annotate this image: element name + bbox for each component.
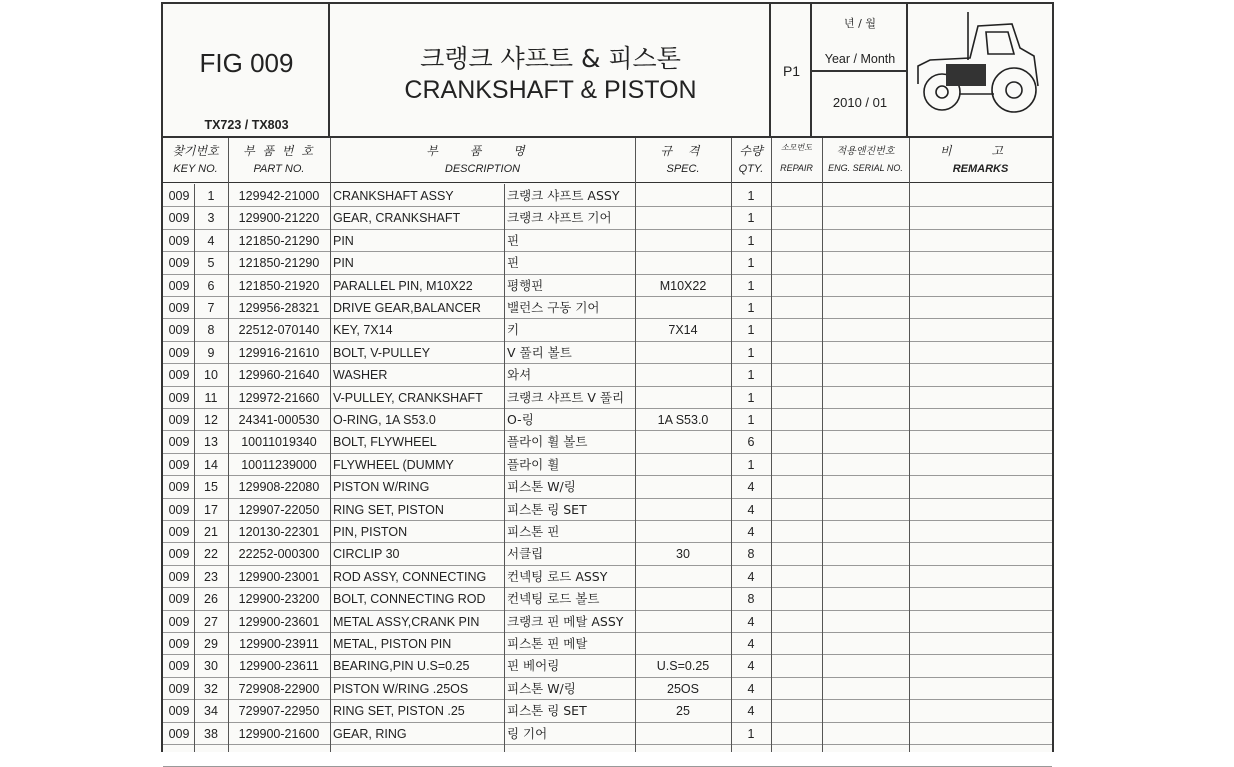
year-month-value: 2010 / 01 (832, 95, 888, 110)
cell-key: 14 (204, 457, 218, 472)
column-divider (194, 184, 195, 752)
cell-desc-en: BOLT, V-PULLEY (333, 345, 431, 360)
cell-spec (635, 184, 731, 206)
cell-desc-en: PIN (333, 233, 354, 248)
table-row (163, 184, 1052, 207)
table-row (163, 229, 1052, 252)
cell-key: 30 (204, 659, 218, 674)
figure-box (163, 4, 330, 136)
cell-spec: M10X22 (659, 278, 707, 293)
cell-qty: 1 (747, 211, 755, 226)
cell-part: 729908-22900 (238, 681, 320, 696)
cell-qty: 1 (747, 323, 755, 338)
cell-part: 129972-21660 (238, 390, 320, 405)
cell-spec (635, 475, 731, 497)
cell-desc-kr: 와셔 (507, 367, 532, 383)
cell-spec (635, 498, 731, 520)
cell-qty: 4 (747, 569, 755, 584)
cell-key: 34 (204, 704, 218, 719)
cell-desc-kr: 피스톤 W/링 (507, 680, 576, 696)
table-row (163, 453, 1052, 476)
part-no-header: PART NO. (253, 163, 305, 175)
cell-desc-kr: 플라이 휠 (507, 456, 560, 472)
cell-fig: 009 (168, 726, 190, 741)
table-row (163, 206, 1052, 229)
cell-qty: 1 (747, 413, 755, 427)
cell-qty: 1 (747, 345, 755, 360)
column-divider (635, 138, 636, 752)
cell-spec (635, 453, 731, 475)
cell-desc-en: BOLT, FLYWHEEL (333, 435, 437, 450)
tractor-image (908, 4, 1052, 136)
cell-qty: 1 (747, 278, 755, 293)
cell-desc-kr: 키 (507, 322, 520, 338)
cell-qty: 8 (747, 592, 755, 607)
cell-part: 129916-21610 (238, 345, 320, 360)
cell-qty: 1 (747, 301, 755, 315)
cell-spec: 25 (676, 704, 690, 719)
cell-key: 12 (204, 413, 218, 427)
cell-desc-kr: 밸런스 구동 기어 (507, 300, 600, 315)
cell-qty: 1 (747, 256, 755, 271)
cell-fig: 009 (168, 659, 190, 674)
cell-fig: 009 (168, 681, 190, 696)
cell-qty: 4 (747, 681, 755, 696)
cell-spec (635, 363, 731, 385)
cell-fig: 009 (168, 525, 190, 539)
cell-qty: 4 (747, 637, 755, 651)
table-row (163, 520, 1052, 543)
cell-part: 129900-23601 (238, 614, 320, 629)
page-box (771, 4, 812, 136)
cell-desc-en: PISTON W/RING (333, 480, 430, 495)
cell-spec (635, 251, 731, 273)
title-box (330, 4, 771, 136)
eng-serial-header-kr: 적용엔진번호 (836, 146, 895, 157)
cell-part: 129900-23911 (239, 637, 319, 651)
cell-desc-kr: 서클립 (507, 546, 544, 562)
table-row (163, 408, 1052, 431)
repair-header: REPAIR (780, 163, 813, 173)
remarks-header: REMARKS (952, 163, 1009, 175)
cell-desc-kr: 컨넥팅 로드 ASSY (507, 568, 608, 584)
cell-qty: 1 (747, 390, 755, 405)
cell-desc-en: WASHER (333, 368, 388, 383)
cell-part: 129907-22050 (238, 502, 320, 517)
cell-desc-en: GEAR, CRANKSHAFT (333, 211, 461, 226)
cell-desc-en: PIN (333, 256, 354, 271)
cell-qty: 1 (747, 726, 755, 741)
page-number: P1 (782, 63, 801, 79)
cell-part: 121850-21920 (238, 278, 320, 293)
table-row (163, 341, 1052, 364)
cell-qty: 8 (747, 547, 755, 562)
cell-spec (635, 206, 731, 228)
column-divider (504, 184, 505, 752)
cell-spec: U.S=0.25 (656, 659, 710, 674)
cell-qty: 4 (747, 659, 755, 674)
cell-key: 4 (207, 233, 215, 248)
cell-key: 8 (207, 323, 215, 338)
cell-spec (635, 565, 731, 587)
tractor-icon (908, 4, 1052, 136)
cell-spec (635, 229, 731, 251)
qty-header: QTY. (738, 163, 764, 175)
cell-qty: 1 (747, 189, 755, 203)
table-row (163, 430, 1052, 453)
repair-header-kr: 소모번도 (781, 143, 812, 152)
table-row (163, 498, 1052, 521)
cell-desc-kr: 핀 베어링 (507, 658, 560, 674)
cell-part: 10011239000 (241, 457, 317, 472)
cell-qty: 4 (747, 614, 755, 629)
cell-desc-kr: 피스톤 W/링 (507, 479, 576, 495)
cell-spec: 25OS (667, 681, 699, 696)
cell-desc-kr: 피스톤 핀 메탈 (507, 636, 588, 651)
cell-fig: 009 (168, 547, 190, 562)
model-numbers: TX723 / TX803 (204, 118, 289, 132)
table-row (163, 296, 1052, 319)
cell-desc-en: PIN, PISTON (333, 525, 408, 539)
cell-part: 129900-23200 (238, 592, 320, 607)
table-row (163, 542, 1052, 565)
cell-desc-en: PARALLEL PIN, M10X22 (333, 278, 473, 293)
cell-qty: 4 (747, 704, 755, 719)
cell-desc-en: CRANKSHAFT ASSY (333, 189, 454, 203)
cell-fig: 009 (168, 323, 190, 338)
cell-desc-en: METAL ASSY,CRANK PIN (333, 614, 480, 629)
column-divider (822, 138, 823, 752)
cell-desc-en: FLYWHEEL (DUMMY (333, 457, 454, 472)
cell-qty: 4 (747, 480, 755, 495)
cell-desc-kr: 평행핀 (507, 277, 544, 293)
table-row (163, 587, 1052, 610)
cell-spec (635, 520, 731, 542)
cell-part: 22252-000300 (238, 547, 320, 562)
column-header (163, 138, 1052, 183)
table-row (163, 565, 1052, 588)
cell-spec: 1A S53.0 (657, 413, 709, 427)
table-row (163, 677, 1052, 700)
divider (812, 70, 908, 72)
cell-spec (635, 610, 731, 632)
cell-key: 26 (204, 592, 218, 607)
year-month-korean: 년 / 월 (844, 17, 876, 30)
cell-key: 17 (204, 502, 218, 517)
cell-fig: 009 (168, 502, 190, 517)
cell-desc-en: ROD ASSY, CONNECTING (333, 569, 487, 584)
cell-key: 22 (204, 547, 218, 562)
cell-desc-kr: 피스톤 핀 (507, 524, 560, 539)
cell-desc-en: RING SET, PISTON (333, 502, 444, 517)
cell-key: 27 (204, 614, 218, 629)
cell-key: 29 (204, 637, 218, 651)
eng-serial-header: ENG. SERIAL NO. (828, 163, 903, 173)
cell-qty: 1 (747, 457, 755, 472)
cell-spec: 30 (676, 547, 690, 562)
parts-sheet (161, 2, 1054, 752)
cell-fig: 009 (168, 390, 190, 405)
cell-key: 13 (204, 435, 218, 450)
cell-fig: 009 (168, 592, 190, 607)
cell-key: 1 (207, 189, 215, 203)
cell-desc-en: METAL, PISTON PIN (333, 637, 452, 651)
cell-part: 129900-23001 (238, 569, 320, 584)
cell-part: 129942-21000 (238, 189, 320, 203)
cell-part: 121850-21290 (238, 256, 320, 271)
cell-part: 24341-000530 (238, 413, 320, 427)
cell-part: 129956-28321 (238, 301, 320, 315)
qty-header-kr: 수량 (739, 144, 763, 158)
cell-key: 23 (204, 569, 218, 584)
sheet-header (163, 4, 1052, 138)
cell-part: 129900-21220 (238, 211, 320, 226)
cell-desc-en: PISTON W/RING .25OS (333, 681, 469, 696)
cell-desc-kr: 플라이 휠 볼트 (507, 434, 588, 450)
cell-fig: 009 (168, 301, 190, 315)
cell-key: 9 (207, 345, 215, 360)
year-month-box (812, 4, 908, 136)
cell-desc-en: O-RING, 1A S53.0 (333, 413, 436, 427)
cell-fig: 009 (168, 189, 190, 203)
cell-fig: 009 (168, 569, 190, 584)
cell-fig: 009 (168, 368, 190, 383)
cell-desc-en: RING SET, PISTON .25 (333, 704, 465, 719)
part-no-header-kr: 부 품 번 호 (243, 144, 315, 158)
cell-spec (635, 632, 731, 654)
key-no-header: KEY NO. (173, 163, 218, 175)
cell-desc-kr: 핀 (507, 232, 520, 248)
column-divider (909, 138, 910, 752)
cell-part: 129900-23611 (239, 659, 319, 674)
cell-part: 129960-21640 (238, 368, 320, 383)
cell-part: 729907-22950 (238, 704, 320, 719)
cell-spec (635, 386, 731, 408)
cell-desc-en: DRIVE GEAR,BALANCER (333, 301, 481, 315)
table-row (163, 386, 1052, 409)
cell-desc-kr: 피스톤 링 SET (507, 703, 587, 719)
column-divider (771, 138, 772, 752)
cell-part: 22512-070140 (238, 323, 320, 338)
table-row (163, 610, 1052, 633)
cell-desc-kr: 컨넥팅 로드 볼트 (507, 591, 600, 607)
cell-key: 11 (204, 390, 218, 405)
cell-spec (635, 296, 731, 318)
cell-qty: 4 (747, 502, 755, 517)
cell-qty: 4 (747, 525, 755, 539)
cell-spec (635, 341, 731, 363)
cell-desc-kr: 핀 (507, 255, 520, 271)
table-row (163, 722, 1052, 745)
cell-part: 121850-21290 (238, 233, 320, 248)
column-divider (228, 138, 229, 752)
cell-key: 5 (207, 256, 215, 271)
cell-desc-kr: V 풀리 볼트 (507, 344, 572, 360)
description-header: DESCRIPTION (444, 163, 521, 175)
table-row (163, 251, 1052, 274)
cell-desc-en: BEARING,PIN U.S=0.25 (333, 659, 470, 674)
cell-fig: 009 (168, 345, 190, 360)
cell-fig: 009 (168, 233, 190, 248)
cell-spec (635, 722, 731, 744)
cell-fig: 009 (168, 704, 190, 719)
table-row (163, 699, 1052, 722)
cell-key: 10 (204, 368, 218, 383)
description-header-kr: 부 품 명 (426, 144, 539, 158)
cell-desc-en: BOLT, CONNECTING ROD (333, 592, 486, 607)
remarks-header-kr: 비 고 (940, 144, 1021, 158)
cell-fig: 009 (168, 614, 190, 629)
cell-qty: 1 (747, 233, 755, 248)
cell-fig: 009 (168, 413, 190, 427)
key-no-header-kr: 찾기번호 (172, 144, 219, 158)
spec-header: SPEC. (666, 163, 700, 175)
cell-part: 10011019340 (241, 435, 317, 450)
cell-spec (635, 587, 731, 609)
title-english: CRANKSHAFT & PISTON (404, 76, 697, 104)
title-korean: 크랭크 샤프트 & 피스톤 (420, 44, 681, 73)
cell-key: 3 (207, 211, 215, 226)
cell-desc-kr: 크랭크 핀 메탈 ASSY (507, 613, 624, 629)
cell-key: 15 (204, 480, 218, 495)
column-divider (731, 138, 732, 752)
cell-part: 129908-22080 (238, 480, 320, 495)
cell-fig: 009 (168, 637, 190, 651)
cell-part: 120130-22301 (238, 525, 320, 539)
cell-fig: 009 (168, 435, 190, 450)
cell-desc-kr: 크랭크 샤프트 ASSY (507, 188, 620, 203)
cell-spec: 7X14 (668, 323, 698, 338)
cell-key: 32 (204, 681, 218, 696)
table-row (163, 274, 1052, 297)
cell-fig: 009 (168, 457, 190, 472)
cell-desc-en: GEAR, RING (333, 726, 407, 741)
cell-key: 6 (207, 278, 215, 293)
table-row-empty (163, 744, 1052, 767)
cell-fig: 009 (168, 211, 190, 226)
cell-part: 129900-21600 (238, 726, 320, 741)
cell-desc-kr: O-링 (507, 412, 534, 427)
spec-header-kr: 규 격 (660, 144, 706, 158)
cell-desc-kr: 크랭크 샤프트 V 풀리 (507, 389, 625, 405)
table-row (163, 475, 1052, 498)
cell-desc-en: V-PULLEY, CRANKSHAFT (333, 390, 483, 405)
cell-desc-en: CIRCLIP 30 (333, 547, 400, 562)
figure-number: FIG 009 (199, 48, 294, 78)
cell-spec (635, 430, 731, 452)
cell-fig: 009 (168, 278, 190, 293)
cell-desc-kr: 크랭크 샤프트 기어 (507, 210, 612, 226)
table-row (163, 363, 1052, 386)
year-month-label: Year / Month (824, 52, 896, 66)
cell-qty: 6 (747, 435, 755, 450)
cell-key: 38 (204, 726, 218, 741)
cell-qty: 1 (747, 368, 755, 383)
cell-desc-kr: 피스톤 링 SET (507, 501, 587, 517)
column-divider (330, 138, 331, 752)
cell-key: 21 (204, 525, 218, 539)
cell-desc-en: KEY, 7X14 (333, 323, 393, 338)
cell-desc-kr: 링 기어 (507, 725, 548, 741)
cell-key: 7 (207, 301, 215, 315)
table-row (163, 654, 1052, 677)
cell-fig: 009 (168, 256, 190, 271)
table-row (163, 318, 1052, 341)
cell-fig: 009 (168, 480, 190, 495)
table-row (163, 632, 1052, 655)
